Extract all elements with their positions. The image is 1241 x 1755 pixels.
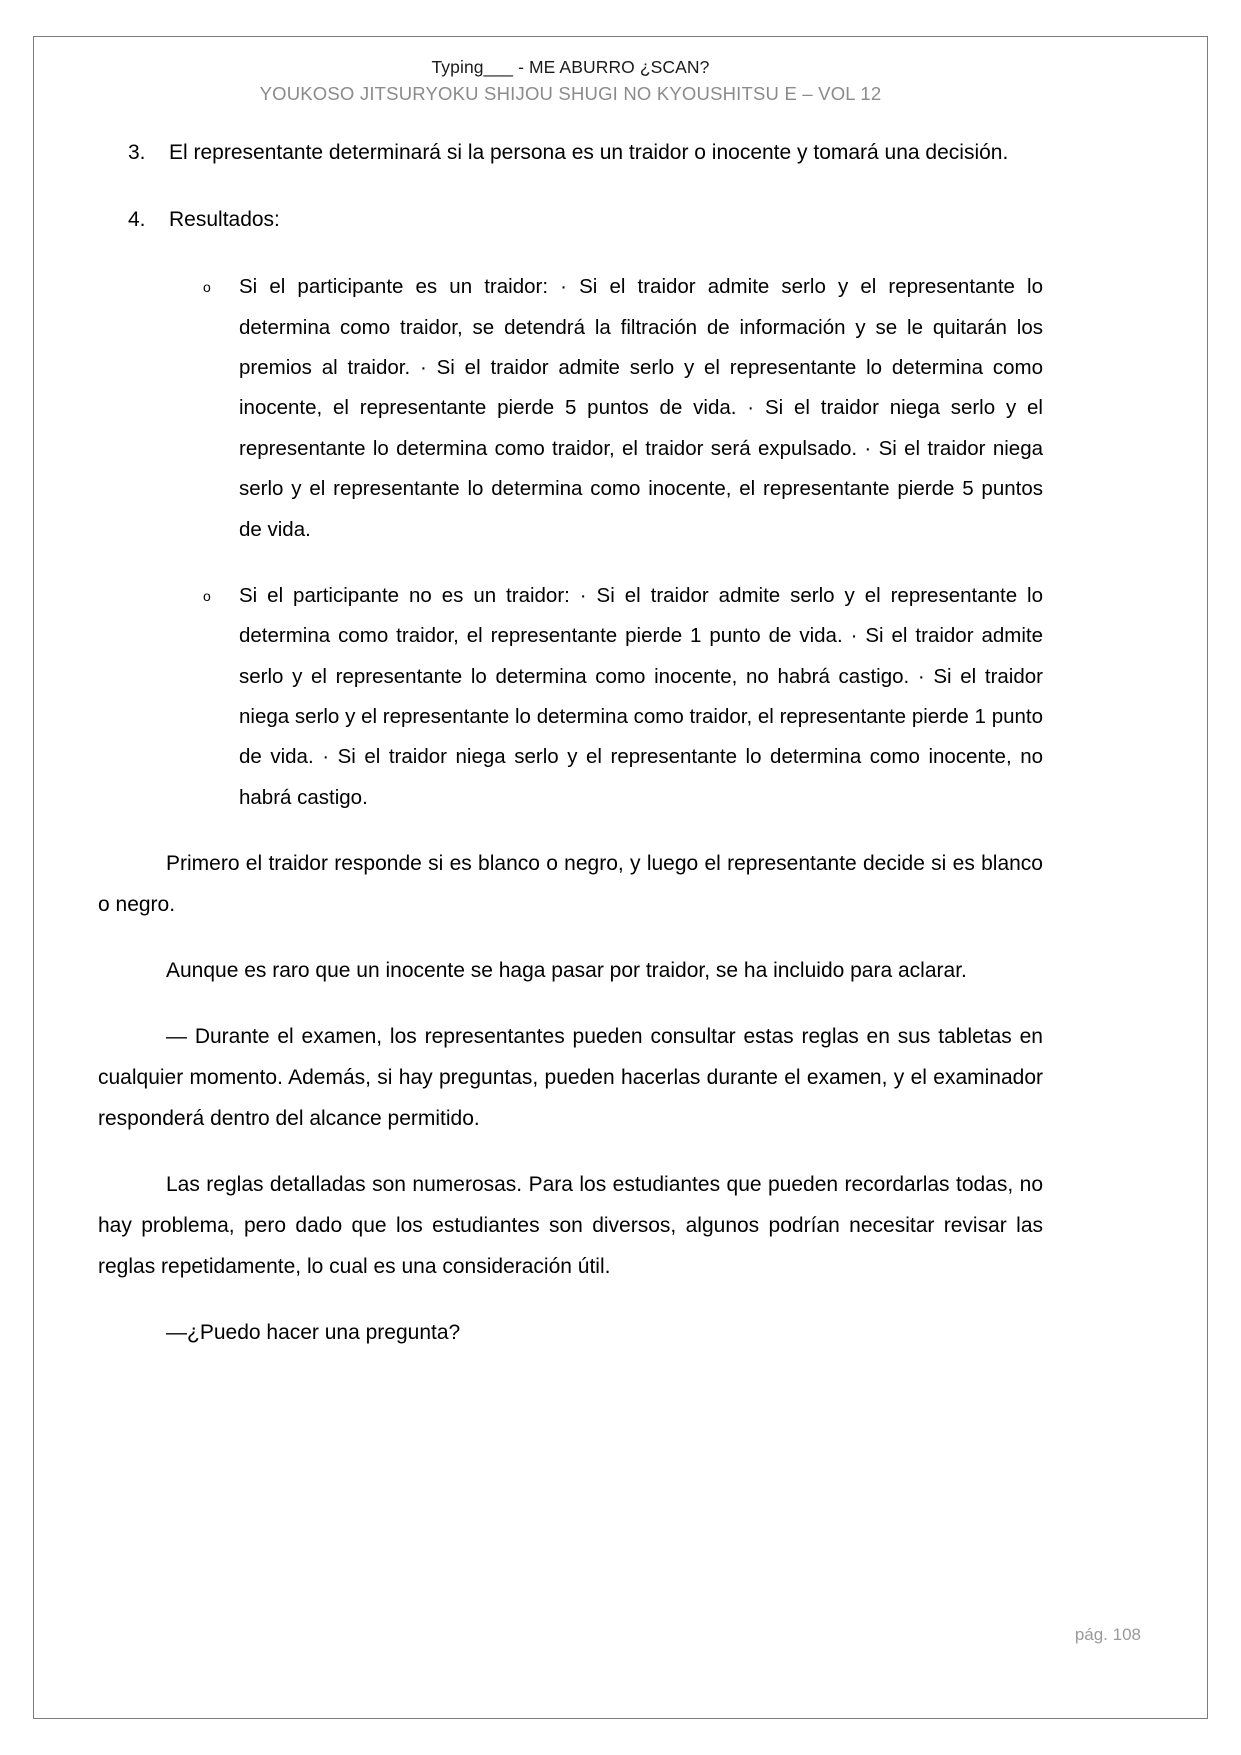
body-paragraph: Aunque es raro que un inocente se haga pasar por traidor, se ha incluido para aclarar. [166,959,967,982]
page-content [98,56,1043,1379]
body-paragraph: Primero el traidor responde si es blanco o negro, y luego el representante decide si es blanco o negro. [98,852,1043,917]
list-item [98,576,1043,818]
list-item-text: Si el participante es un traidor: · Si el traidor admite serlo y el representante lo determina como traidor, se detendrá la filtración de información y se le quitarán los premios al traidor. · Si el traidor admite serlo y el representante lo determina como inocente, el representante pierde 5 puntos de vida. · Si el traidor niega serlo y el representante lo determina como traidor, el traidor será expulsado. · Si el traidor niega serlo y el representante lo determina como inocente, el representante pierde 5 puntos de vida. [239,275,1043,541]
numbered-list-item [98,200,1043,241]
body-paragraph: — Durante el examen, los representantes pueden consultar estas reglas en sus tabletas en cualquier momento. Además, si hay preguntas, pueden hacerlas durante el examen, y el examinador responderá dentro del alcance permitido. [98,1024,1043,1130]
page-header [98,56,1043,107]
list-item [98,267,1043,550]
sub-bullet-list [98,267,1043,818]
list-marker: 4. [128,208,146,232]
dialogue-paragraph: —¿Puedo hacer una pregunta? [166,1320,461,1344]
list-item-text: Resultados: [169,208,280,232]
list-item-text: El representante determinará si la persona es un traidor o inocente y tomará una decisión. [169,141,1009,165]
hollow-circle-bullet-icon: o [203,279,211,296]
hollow-circle-bullet-icon: o [203,587,211,604]
list-marker: 3. [128,141,146,165]
header-subtitle-line: YOUKOSO JITSURYOKU SHIJOU SHUGI NO KYOUSHITSU E – VOL 12 [259,82,882,104]
header-title-line: Typing___ - ME ABURRO ¿SCAN? [431,57,710,77]
numbered-list-item [98,133,1043,174]
list-item-text: Si el participante no es un traidor: · Si el traidor admite serlo y el representante lo determina como traidor, el representante pierde 1 punto de vida. · Si el traidor admite serlo y el representante lo determina como inocente, no habrá castigo. · Si el traidor niega serlo y el representante lo determina como traidor, el representante pierde 1 punto de vida. · Si el traidor niega serlo y el representante lo determina como inocente, no habrá castigo. [239,583,1043,809]
body-paragraph: Las reglas detalladas son numerosas. Para los estudiantes que pueden recordarlas todas, no hay problema, pero dado que los estudiantes son diversos, algunos podrían necesitar revisar las reglas repetidamente, lo cual es una consideración útil. [98,1172,1043,1278]
page-number-footer: pág. 108 [1074,1625,1141,1644]
